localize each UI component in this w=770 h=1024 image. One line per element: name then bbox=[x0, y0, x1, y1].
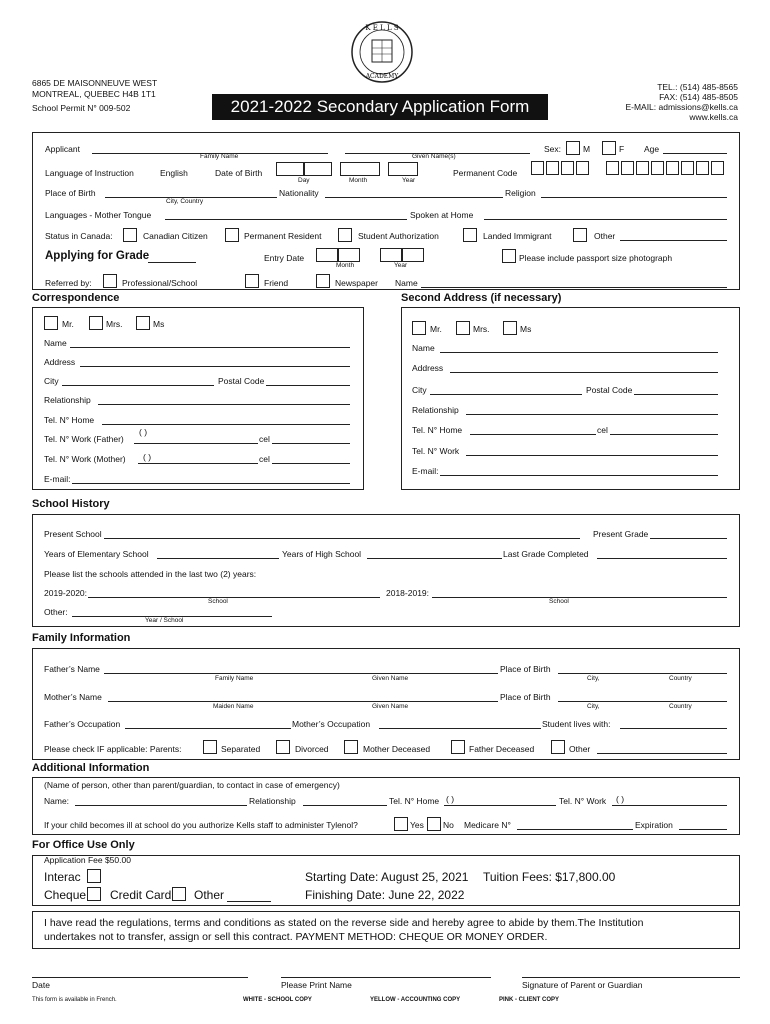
entry-month-caption: Month bbox=[336, 262, 355, 269]
second-postal-label: Postal Code bbox=[586, 385, 633, 395]
religion-field[interactable] bbox=[541, 197, 727, 198]
print-name-field[interactable] bbox=[281, 977, 491, 978]
second-tel-home-label: Tel. N° Home bbox=[412, 425, 463, 435]
applicant-label: Applicant bbox=[45, 144, 80, 154]
print-name-label: Please Print Name bbox=[281, 980, 352, 990]
student-authorization-checkbox[interactable] bbox=[338, 228, 352, 242]
dob-month-caption: Month bbox=[349, 177, 368, 184]
corr-relationship-label: Relationship bbox=[44, 395, 91, 405]
second-email-field[interactable] bbox=[440, 475, 718, 476]
second-tel-work-field[interactable] bbox=[466, 455, 718, 456]
corr-ms-checkbox[interactable] bbox=[136, 316, 150, 330]
signature-label: Signature of Parent or Guardian bbox=[522, 980, 643, 990]
fathers-name-field[interactable] bbox=[104, 673, 498, 674]
professional-checkbox[interactable] bbox=[103, 274, 117, 288]
pcode-box-7[interactable] bbox=[636, 161, 649, 175]
family-other-checkbox[interactable] bbox=[551, 740, 565, 754]
school-history-heading: School History bbox=[32, 498, 110, 510]
mother-country-caption: Country bbox=[669, 703, 692, 710]
corr-tel-home-field[interactable] bbox=[102, 424, 350, 425]
pcode-box-1[interactable] bbox=[531, 161, 544, 175]
payment-other-label: Other bbox=[194, 888, 225, 902]
pcode-box-8[interactable] bbox=[651, 161, 664, 175]
second-mr-checkbox[interactable] bbox=[412, 321, 426, 335]
father-birthplace-field[interactable] bbox=[558, 673, 727, 674]
french-note: This form is available in French. bbox=[32, 997, 117, 1003]
applying-grade-field[interactable] bbox=[148, 262, 196, 263]
newspaper-label: Newspaper bbox=[335, 278, 378, 288]
corr-tel-mother-label: Tel. N° Work (Mother) bbox=[44, 454, 126, 464]
mother-tongue-field[interactable] bbox=[165, 219, 407, 220]
dob-day-caption: Day bbox=[298, 177, 310, 184]
father-family-name-caption: Family Name bbox=[215, 675, 254, 682]
emergency-tel-home-field[interactable] bbox=[444, 805, 556, 806]
age-label: Age bbox=[644, 144, 660, 154]
canadian-citizen-label: Canadian Citizen bbox=[143, 231, 208, 241]
year-2018-school-field[interactable] bbox=[432, 597, 727, 598]
second-cel-label: cel bbox=[597, 425, 608, 435]
correspondence-heading: Correspondence bbox=[32, 292, 120, 304]
expiration-field[interactable] bbox=[679, 829, 727, 830]
second-ms-label: Ms bbox=[520, 324, 532, 334]
pcode-box-3[interactable] bbox=[561, 161, 574, 175]
spoken-at-home-field[interactable] bbox=[484, 219, 727, 220]
corr-tel-father-field[interactable] bbox=[134, 443, 258, 444]
years-elementary-field[interactable] bbox=[157, 558, 279, 559]
second-address-label: Address bbox=[412, 363, 444, 373]
tylenol-yes-label: Yes bbox=[410, 820, 424, 830]
pcode-box-6[interactable] bbox=[621, 161, 634, 175]
corr-tel-father-label: Tel. N° Work (Father) bbox=[44, 434, 124, 444]
sex-label: Sex: bbox=[544, 144, 562, 154]
mother-birthplace-label: Place of Birth bbox=[500, 692, 551, 702]
corr-father-cel-label: cel bbox=[259, 434, 270, 444]
corr-mr-label: Mr. bbox=[62, 319, 74, 329]
additional-heading: Additional Information bbox=[32, 762, 150, 774]
second-relationship-label: Relationship bbox=[412, 405, 459, 415]
tuition-fees: Tuition Fees: $17,800.00 bbox=[483, 870, 616, 884]
payment-other-field[interactable] bbox=[227, 901, 271, 902]
fathers-occupation-field[interactable] bbox=[125, 728, 291, 729]
credit-card-label: Credit Card bbox=[110, 888, 172, 902]
sex-f-label: F bbox=[619, 144, 625, 154]
status-label: Status in Canada: bbox=[45, 231, 113, 241]
present-grade-label: Present Grade bbox=[593, 529, 649, 539]
second-postal-field[interactable] bbox=[634, 394, 718, 395]
referral-name-label: Name bbox=[395, 278, 418, 288]
sex-m-label: M bbox=[583, 144, 591, 154]
second-relationship-field[interactable] bbox=[466, 414, 718, 415]
emergency-tel-work-label: Tel. N° Work bbox=[559, 796, 607, 806]
father-city-caption: City, bbox=[587, 675, 600, 682]
second-ms-checkbox[interactable] bbox=[503, 321, 517, 335]
years-high-field[interactable] bbox=[367, 558, 502, 559]
application-fee: Application Fee $50.00 bbox=[44, 855, 131, 865]
friend-checkbox[interactable] bbox=[245, 274, 259, 288]
school-email: E-MAIL: admissions@kells.ca bbox=[625, 102, 738, 112]
nationality-field[interactable] bbox=[325, 197, 503, 198]
white-copy-note: WHITE - SCHOOL COPY bbox=[243, 997, 312, 1003]
signature-field[interactable] bbox=[522, 977, 740, 978]
list-schools-label: Please list the schools attended in the last two (2) years: bbox=[44, 569, 257, 579]
student-authorization-label: Student Authorization bbox=[358, 231, 439, 241]
office-heading: For Office Use Only bbox=[32, 839, 135, 851]
fathers-name-label: Father’s Name bbox=[44, 664, 100, 674]
newspaper-checkbox[interactable] bbox=[316, 274, 330, 288]
second-city-label: City bbox=[412, 385, 427, 395]
tylenol-question: If your child becomes ill at school do you authorize Kells staff to administer Tylenol? bbox=[44, 820, 358, 830]
religion-label: Religion bbox=[505, 188, 536, 198]
second-tel-work-label: Tel. N° Work bbox=[412, 446, 460, 456]
fathers-occupation-label: Father’s Occupation bbox=[44, 719, 121, 729]
corr-email-field[interactable] bbox=[72, 483, 350, 484]
dob-day-box[interactable] bbox=[276, 162, 304, 176]
years-elementary-label: Years of Elementary School bbox=[44, 549, 149, 559]
family-other-field[interactable] bbox=[597, 753, 727, 754]
corr-postal-label: Postal Code bbox=[218, 376, 265, 386]
year-2018-school-caption: School bbox=[549, 598, 569, 605]
professional-label: Professional/School bbox=[122, 278, 198, 288]
second-address-section bbox=[401, 307, 740, 490]
place-of-birth-label: Place of Birth bbox=[45, 188, 96, 198]
father-deceased-label: Father Deceased bbox=[469, 744, 535, 754]
corr-mrs-checkbox[interactable] bbox=[89, 316, 103, 330]
dob-label: Date of Birth bbox=[215, 168, 263, 178]
separated-label: Separated bbox=[221, 744, 261, 754]
finishing-date: Finishing Date: June 22, 2022 bbox=[305, 888, 465, 902]
passport-photo-checkbox[interactable] bbox=[502, 249, 516, 263]
corr-tel-mother-area: ( ) bbox=[143, 452, 152, 462]
mothers-occupation-field[interactable] bbox=[379, 728, 541, 729]
separated-checkbox[interactable] bbox=[203, 740, 217, 754]
father-country-caption: Country bbox=[669, 675, 692, 682]
pink-copy-note: PINK - CLIENT COPY bbox=[499, 997, 560, 1003]
father-deceased-checkbox[interactable] bbox=[451, 740, 465, 754]
second-mr-label: Mr. bbox=[430, 324, 442, 334]
mothers-occupation-label: Mother’s Occupation bbox=[292, 719, 371, 729]
second-mrs-label: Mrs. bbox=[473, 324, 490, 334]
year-2019-label: 2019-2020: bbox=[44, 588, 88, 598]
year-school-caption: Year / School bbox=[145, 617, 184, 624]
second-mrs-checkbox[interactable] bbox=[456, 321, 470, 335]
dob-month-box[interactable] bbox=[340, 162, 380, 176]
corr-relationship-field[interactable] bbox=[98, 404, 350, 405]
status-other-checkbox[interactable] bbox=[573, 228, 587, 242]
entry-month-box-1[interactable] bbox=[316, 248, 338, 262]
present-school-field[interactable] bbox=[104, 538, 580, 539]
medicare-field[interactable] bbox=[517, 829, 633, 830]
pcode-box-10[interactable] bbox=[681, 161, 694, 175]
lives-with-field[interactable] bbox=[620, 728, 727, 729]
entry-month-box-2[interactable] bbox=[338, 248, 360, 262]
divorced-checkbox[interactable] bbox=[276, 740, 290, 754]
emergency-note: (Name of person, other than parent/guardian, to contact in case of emergency) bbox=[44, 780, 340, 790]
starting-date: Starting Date: August 25, 2021 bbox=[305, 870, 469, 884]
mother-deceased-checkbox[interactable] bbox=[344, 740, 358, 754]
language-instruction-label: Language of Instruction bbox=[45, 168, 134, 178]
mother-city-caption: City, bbox=[587, 703, 600, 710]
date-label: Date bbox=[32, 980, 50, 990]
dob-year-box[interactable] bbox=[388, 162, 418, 176]
nationality-label: Nationality bbox=[279, 188, 319, 198]
referral-name-field[interactable] bbox=[421, 287, 727, 288]
mother-deceased-label: Mother Deceased bbox=[363, 744, 431, 754]
second-cel-field[interactable] bbox=[610, 434, 718, 435]
corr-father-cel-field[interactable] bbox=[272, 443, 350, 444]
emergency-name-field[interactable] bbox=[75, 805, 247, 806]
mothers-name-field[interactable] bbox=[108, 701, 498, 702]
second-name-field[interactable] bbox=[440, 352, 718, 353]
date-field[interactable] bbox=[32, 977, 248, 978]
second-tel-home-field[interactable] bbox=[470, 434, 596, 435]
father-birthplace-label: Place of Birth bbox=[500, 664, 551, 674]
second-email-label: E-mail: bbox=[412, 466, 439, 476]
corr-tel-home-label: Tel. N° Home bbox=[44, 415, 95, 425]
corr-mr-checkbox[interactable] bbox=[44, 316, 58, 330]
corr-mrs-label: Mrs. bbox=[106, 319, 123, 329]
credit-card-checkbox[interactable] bbox=[172, 887, 186, 901]
corr-postal-field[interactable] bbox=[266, 385, 350, 386]
medicare-label: Medicare N° bbox=[464, 820, 511, 830]
emergency-tel-work-area: ( ) bbox=[616, 794, 625, 804]
tylenol-no-checkbox[interactable] bbox=[427, 817, 441, 831]
school-address-1: 6865 DE MAISONNEUVE WEST bbox=[32, 78, 158, 88]
last-grade-label: Last Grade Completed bbox=[503, 549, 589, 559]
emergency-tel-work-field[interactable] bbox=[612, 805, 727, 806]
second-address-field[interactable] bbox=[450, 372, 718, 373]
status-other-label: Other bbox=[594, 231, 616, 241]
entry-year-box-2[interactable] bbox=[402, 248, 424, 262]
permanent-resident-label: Permanent Resident bbox=[244, 231, 322, 241]
passport-photo-label: Please include passport size photograph bbox=[519, 253, 673, 263]
dob-day-box-2[interactable] bbox=[304, 162, 332, 176]
corr-tel-father-area: ( ) bbox=[139, 427, 148, 437]
entry-year-box-1[interactable] bbox=[380, 248, 402, 262]
interac-label: Interac bbox=[44, 870, 81, 884]
school-website: www.kells.ca bbox=[689, 112, 738, 122]
english-label: English bbox=[160, 168, 188, 178]
cheque-checkbox[interactable] bbox=[87, 887, 101, 901]
sex-f-checkbox[interactable] bbox=[602, 141, 616, 155]
agreement-line-2: undertakes not to transfer, assign or sell this contract. PAYMENT METHOD: CHEQUE OR MONEY ORDER. bbox=[44, 931, 548, 943]
father-given-name-caption: Given Name bbox=[372, 675, 409, 682]
year-2018-label: 2018-2019: bbox=[386, 588, 430, 598]
canadian-citizen-checkbox[interactable] bbox=[123, 228, 137, 242]
pcode-box-11[interactable] bbox=[696, 161, 709, 175]
spoken-label: Spoken at Home bbox=[410, 210, 474, 220]
applying-grade-label: Applying for Grade bbox=[45, 250, 150, 262]
year-2019-school-caption: School bbox=[208, 598, 228, 605]
tylenol-yes-checkbox[interactable] bbox=[394, 817, 408, 831]
pcode-box-2[interactable] bbox=[546, 161, 559, 175]
corr-address-label: Address bbox=[44, 357, 76, 367]
family-heading: Family Information bbox=[32, 632, 131, 644]
sex-m-checkbox[interactable] bbox=[566, 141, 580, 155]
entry-year-caption: Year bbox=[394, 262, 408, 269]
mother-given-name-caption: Given Name bbox=[372, 703, 409, 710]
corr-city-field[interactable] bbox=[62, 385, 214, 386]
yellow-copy-note: YELLOW - ACCOUNTING COPY bbox=[370, 997, 461, 1003]
corr-address-field[interactable] bbox=[80, 366, 350, 367]
kells-academy-seal-icon bbox=[350, 20, 414, 84]
permanent-resident-checkbox[interactable] bbox=[225, 228, 239, 242]
corr-name-label: Name bbox=[44, 338, 67, 348]
mother-maiden-name-caption: Maiden Name bbox=[213, 703, 254, 710]
emergency-tel-home-area: ( ) bbox=[446, 794, 455, 804]
corr-mother-cel-field[interactable] bbox=[272, 463, 350, 464]
expiration-label: Expiration bbox=[635, 820, 673, 830]
languages-label: Languages - Mother Tongue bbox=[45, 210, 152, 220]
present-grade-field[interactable] bbox=[650, 538, 727, 539]
status-other-field[interactable] bbox=[620, 240, 727, 241]
given-name-caption: Given Name(s) bbox=[412, 153, 456, 160]
friend-label: Friend bbox=[264, 278, 289, 288]
age-field[interactable] bbox=[663, 153, 727, 154]
other-school-label: Other: bbox=[44, 607, 68, 617]
mother-birthplace-field[interactable] bbox=[558, 701, 727, 702]
mothers-name-label: Mother’s Name bbox=[44, 692, 102, 702]
svg-text:K E L L S: K E L L S bbox=[365, 24, 399, 32]
landed-immigrant-label: Landed Immigrant bbox=[483, 231, 552, 241]
emergency-tel-home-label: Tel. N° Home bbox=[389, 796, 440, 806]
corr-tel-mother-field[interactable] bbox=[138, 463, 258, 464]
corr-ms-label: Ms bbox=[153, 319, 165, 329]
referred-by-label: Referred by: bbox=[45, 278, 92, 288]
pcode-box-4[interactable] bbox=[576, 161, 589, 175]
present-school-label: Present School bbox=[44, 529, 102, 539]
divorced-label: Divorced bbox=[295, 744, 329, 754]
lives-with-label: Student lives with: bbox=[542, 719, 611, 729]
school-tel: TEL.: (514) 485-8565 bbox=[657, 82, 738, 92]
interac-checkbox[interactable] bbox=[87, 869, 101, 883]
landed-immigrant-checkbox[interactable] bbox=[463, 228, 477, 242]
corr-mother-cel-label: cel bbox=[259, 454, 270, 464]
family-name-caption: Family Name bbox=[200, 153, 239, 160]
agreement-line-1: I have read the regulations, terms and conditions as stated on the reverse side and hereby agree to abide by them.The Institution bbox=[44, 917, 644, 929]
parents-status-label: Please check IF applicable: Parents: bbox=[44, 744, 182, 754]
school-permit: School Permit N° 009-502 bbox=[32, 103, 131, 113]
pcode-box-9[interactable] bbox=[666, 161, 679, 175]
corr-email-label: E-mail: bbox=[44, 474, 71, 484]
svg-text:ACADEMY: ACADEMY bbox=[365, 73, 399, 80]
dob-year-caption: Year bbox=[402, 177, 416, 184]
second-name-label: Name bbox=[412, 343, 435, 353]
corr-city-label: City bbox=[44, 376, 59, 386]
cheque-label: Cheque bbox=[44, 888, 87, 902]
emergency-relationship-field[interactable] bbox=[303, 805, 387, 806]
pcode-box-12[interactable] bbox=[711, 161, 724, 175]
years-high-label: Years of High School bbox=[282, 549, 362, 559]
second-address-heading: Second Address (if necessary) bbox=[401, 292, 562, 304]
emergency-name-label: Name: bbox=[44, 796, 70, 806]
last-grade-field[interactable] bbox=[597, 558, 727, 559]
permanent-code-label: Permanent Code bbox=[453, 168, 518, 178]
emergency-relationship-label: Relationship bbox=[249, 796, 296, 806]
family-other-label: Other bbox=[569, 744, 591, 754]
entry-date-label: Entry Date bbox=[264, 253, 305, 263]
school-address-2: MONTREAL, QUEBEC H4B 1T1 bbox=[32, 89, 156, 99]
year-2019-school-field[interactable] bbox=[88, 597, 380, 598]
second-city-field[interactable] bbox=[430, 394, 582, 395]
tylenol-no-label: No bbox=[443, 820, 454, 830]
pcode-box-5[interactable] bbox=[606, 161, 619, 175]
form-title: 2021-2022 Secondary Application Form bbox=[212, 94, 548, 120]
city-country-caption: City, Country bbox=[166, 198, 204, 205]
corr-name-field[interactable] bbox=[70, 347, 350, 348]
school-fax: FAX: (514) 485-8505 bbox=[659, 92, 738, 102]
